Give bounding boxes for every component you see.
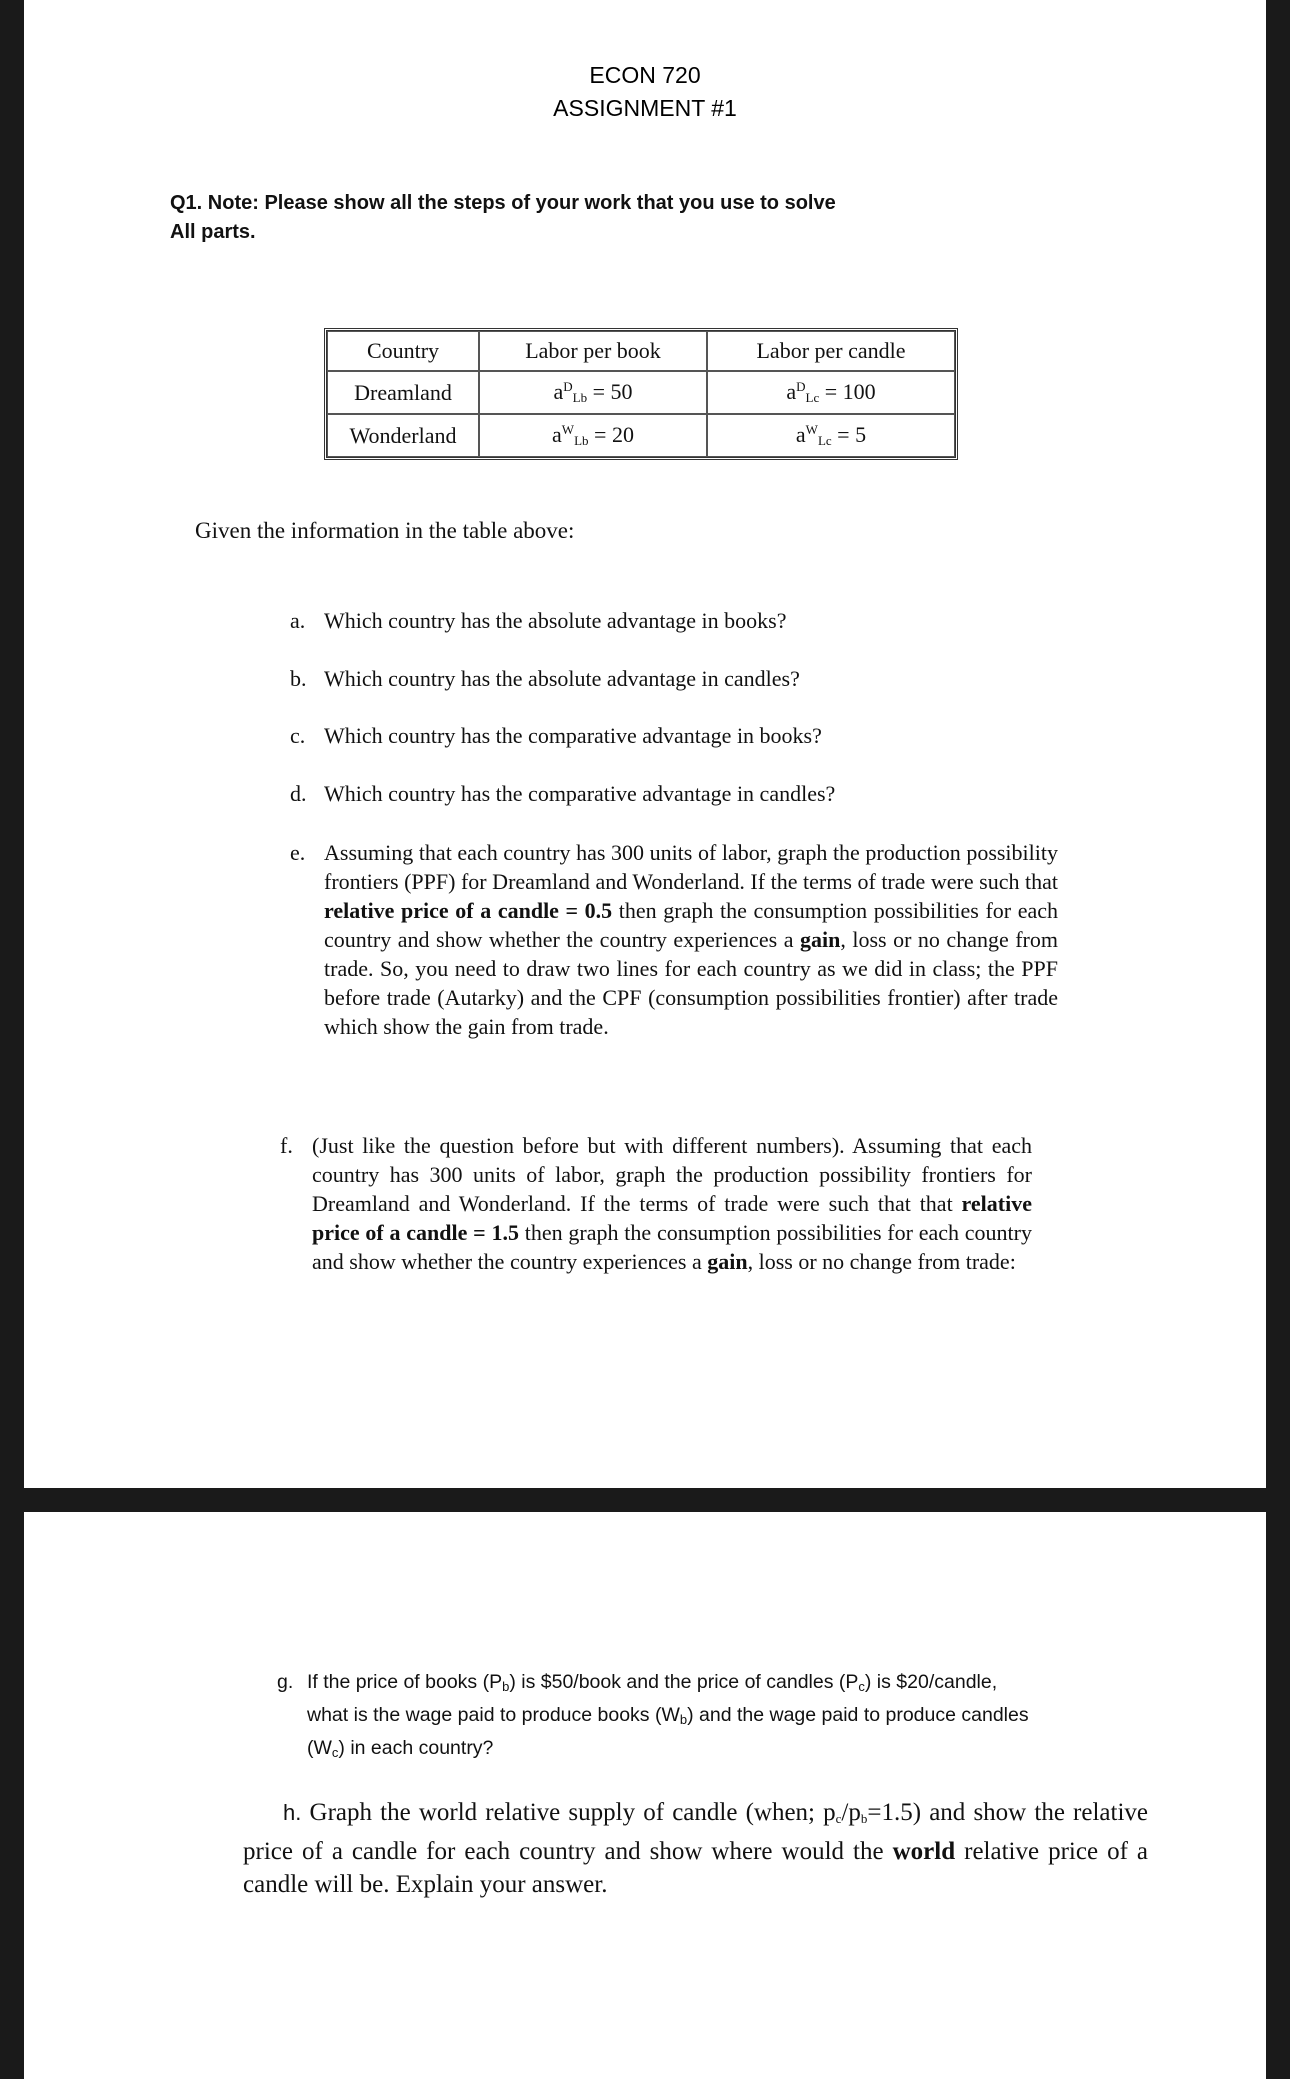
emphasis-world: world bbox=[892, 1838, 956, 1865]
question-a-text: Which country has the absolute advantage in books? bbox=[324, 608, 787, 633]
emphasis-relative-price: relative price of a candle = 1.5 bbox=[312, 1191, 1032, 1245]
labor-table bbox=[324, 328, 958, 460]
question-d-text: Which country has the comparative advantage in candles? bbox=[324, 781, 836, 806]
question-b-label: b. bbox=[290, 666, 307, 691]
question-d-label: d. bbox=[290, 781, 307, 806]
candle-labor-cell: $a^D_{Lc} = 100$ bbox=[707, 371, 955, 414]
question-e-label: e. bbox=[290, 840, 306, 865]
table-row bbox=[327, 414, 955, 457]
q1-note-line-2: All parts. bbox=[170, 221, 256, 243]
header-country: Country bbox=[327, 331, 479, 371]
question-b bbox=[290, 664, 1090, 693]
question-g-text: If the price of books $(P_b)$ is $50/book and the price of candles $(P_c)$ is $20/candle, what is the wage paid to produce books $(W_b)$ and the wage paid to produce candles $(W_c)$ in each country? bbox=[307, 1671, 1029, 1760]
question-h-text: h. Graph the world relative supply of candle (when; $p_c/p_b=1.5$) and show the relative price of a candle for each country and show where would the world relative price of a candle will be. Explain your answer. bbox=[243, 1799, 1149, 1898]
page-2 bbox=[24, 1512, 1266, 2079]
question-c-label: c. bbox=[290, 723, 306, 748]
question-e bbox=[290, 838, 1058, 1041]
emphasis-relative-price: relative price of a candle = 0.5 bbox=[324, 898, 613, 923]
table-row bbox=[327, 371, 955, 414]
header-labor-candle: Labor per candle bbox=[707, 331, 955, 371]
question-c bbox=[290, 721, 1090, 750]
emphasis-gain: gain bbox=[707, 1249, 748, 1274]
question-b-text: Which country has the absolute advantage in candles? bbox=[324, 666, 800, 691]
q1-note-line-1: Q1. Note: Please show all the steps of your work that you use to solve bbox=[170, 192, 836, 214]
question-a bbox=[290, 606, 1090, 635]
question-a-label: a. bbox=[290, 608, 306, 633]
question-f bbox=[280, 1131, 1032, 1276]
book-labor-cell: $a^W_{Lb} = 20$ bbox=[479, 414, 707, 457]
given-text: Given the information in the table above: bbox=[195, 518, 575, 543]
question-f-label: f. bbox=[280, 1133, 293, 1158]
question-c-text: Which country has the comparative advantage in books? bbox=[324, 723, 822, 748]
candle-labor-cell: $a^W_{Lc} = 5$ bbox=[707, 414, 955, 457]
assignment-title: ASSIGNMENT #1 bbox=[553, 95, 737, 121]
table-header-row bbox=[327, 331, 955, 371]
page-1 bbox=[24, 0, 1266, 1488]
question-f-text: (Just like the question before but with different numbers). Assuming that each country has 300 units of labor, graph the production possibility frontiers for Dreamland and Wonderland. If the terms of trade were such that that relative price of a candle = 1.5 then graph the consumption possibilities for each country and show whether the country experiences a gain, loss or no change from trade: bbox=[312, 1133, 1032, 1274]
book-labor-cell: $a^D_{Lb} = 50$ bbox=[479, 371, 707, 414]
course-title: ECON 720 bbox=[589, 62, 701, 88]
q1-note bbox=[170, 189, 930, 247]
question-d bbox=[290, 779, 1090, 808]
country-cell: Dreamland bbox=[327, 371, 479, 414]
emphasis-gain: gain bbox=[799, 927, 841, 952]
header-labor-book: Labor per book bbox=[479, 331, 707, 371]
question-e-text: Assuming that each country has 300 units of labor, graph the production possibility frontiers (PPF) for Dreamland and Wonderland. If the terms of trade were such that relative price of a candle = 0.5 then graph the consumption possibilities for each country and show whether the country experiences a gain, loss or no change from trade. So, you need to draw two lines for each country as we did in class; the PPF before trade (Autarky) and the CPF (consumption possibilities frontier) after trade which show the gain from trade. bbox=[324, 840, 1058, 1039]
question-h bbox=[243, 1796, 1148, 1901]
question-g bbox=[277, 1668, 1037, 1767]
question-h-label: h. bbox=[283, 1800, 302, 1825]
country-cell: Wonderland bbox=[327, 414, 479, 457]
question-g-label: g. bbox=[277, 1671, 294, 1693]
